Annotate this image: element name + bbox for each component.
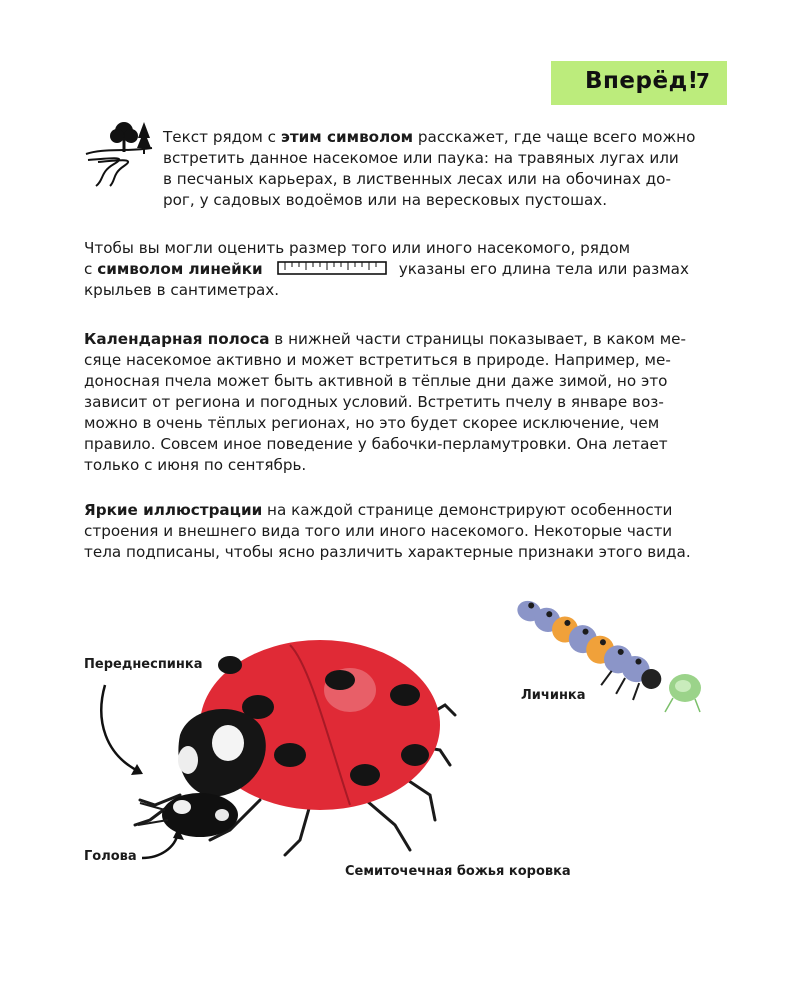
text-line: Чтобы вы могли оценить размер того или иного насекомого, рядом [84, 239, 631, 257]
calendar-paragraph [84, 329, 686, 476]
bold-term: символом линейки [97, 260, 263, 278]
page-title: Вперёд! [585, 68, 699, 94]
text-line: можно в очень тёплых регионах, но это будет скорее исключение, чем [84, 414, 660, 432]
text: с [84, 260, 98, 278]
ruler-icon [277, 261, 387, 275]
text-line: встретить данное насекомое или паука: на травяных лугах или [163, 149, 679, 167]
text-line: правило. Совсем иное поведение у бабочки-перламутровки. Она летает [84, 435, 668, 453]
text: указаны его длина тела или размах [398, 260, 689, 278]
illustrations-paragraph [84, 500, 691, 563]
text-line: только с июня по сентябрь. [84, 456, 307, 474]
arrow-pronotum [95, 680, 155, 780]
bold-term: Календарная полоса [84, 330, 270, 348]
text-line: рог, у садовых водоёмов или на вересковых пустошах. [163, 191, 608, 209]
text: в нижней части страницы показывает, в каком ме- [269, 330, 686, 348]
bold-term: Яркие иллюстрации [84, 501, 263, 519]
text: расскажет, где чаще всего можно [413, 128, 696, 146]
label-larva: Личинка [521, 688, 586, 703]
label-species: Семиточечная божья коровка [345, 864, 571, 879]
habitat-paragraph [163, 127, 695, 211]
text-line: строения и внешнего вида того или иного насекомого. Некоторые части [84, 522, 673, 540]
text-line: тела подписаны, чтобы ясно различить характерные признаки этого вида. [84, 543, 691, 561]
label-head: Голова [84, 849, 137, 864]
text-line: доносная пчела может быть активной в тёплые дни даже зимой, но это [84, 372, 668, 390]
text-line: в песчаных карьерах, в лиственных лесах или на обочинах до- [163, 170, 671, 188]
text: на каждой странице демонстрируют особенности [262, 501, 673, 519]
page-number: 7 [696, 69, 710, 93]
text-line: зависит от региона и погодных условий. Встретить пчелу в январе воз- [84, 393, 664, 411]
landscape-tree-road-icon [84, 118, 154, 188]
label-pronotum: Переднеспинка [84, 657, 203, 672]
bold-term: этим символом [280, 128, 414, 146]
arrow-head [140, 828, 190, 868]
text-line: сяце насекомое активно и может встретиться в природе. Например, ме- [84, 351, 671, 369]
size-paragraph [84, 238, 689, 301]
header-tab [551, 61, 727, 105]
text-line: крыльев в сантиметрах. [84, 281, 280, 299]
text: Текст рядом с [163, 128, 281, 146]
